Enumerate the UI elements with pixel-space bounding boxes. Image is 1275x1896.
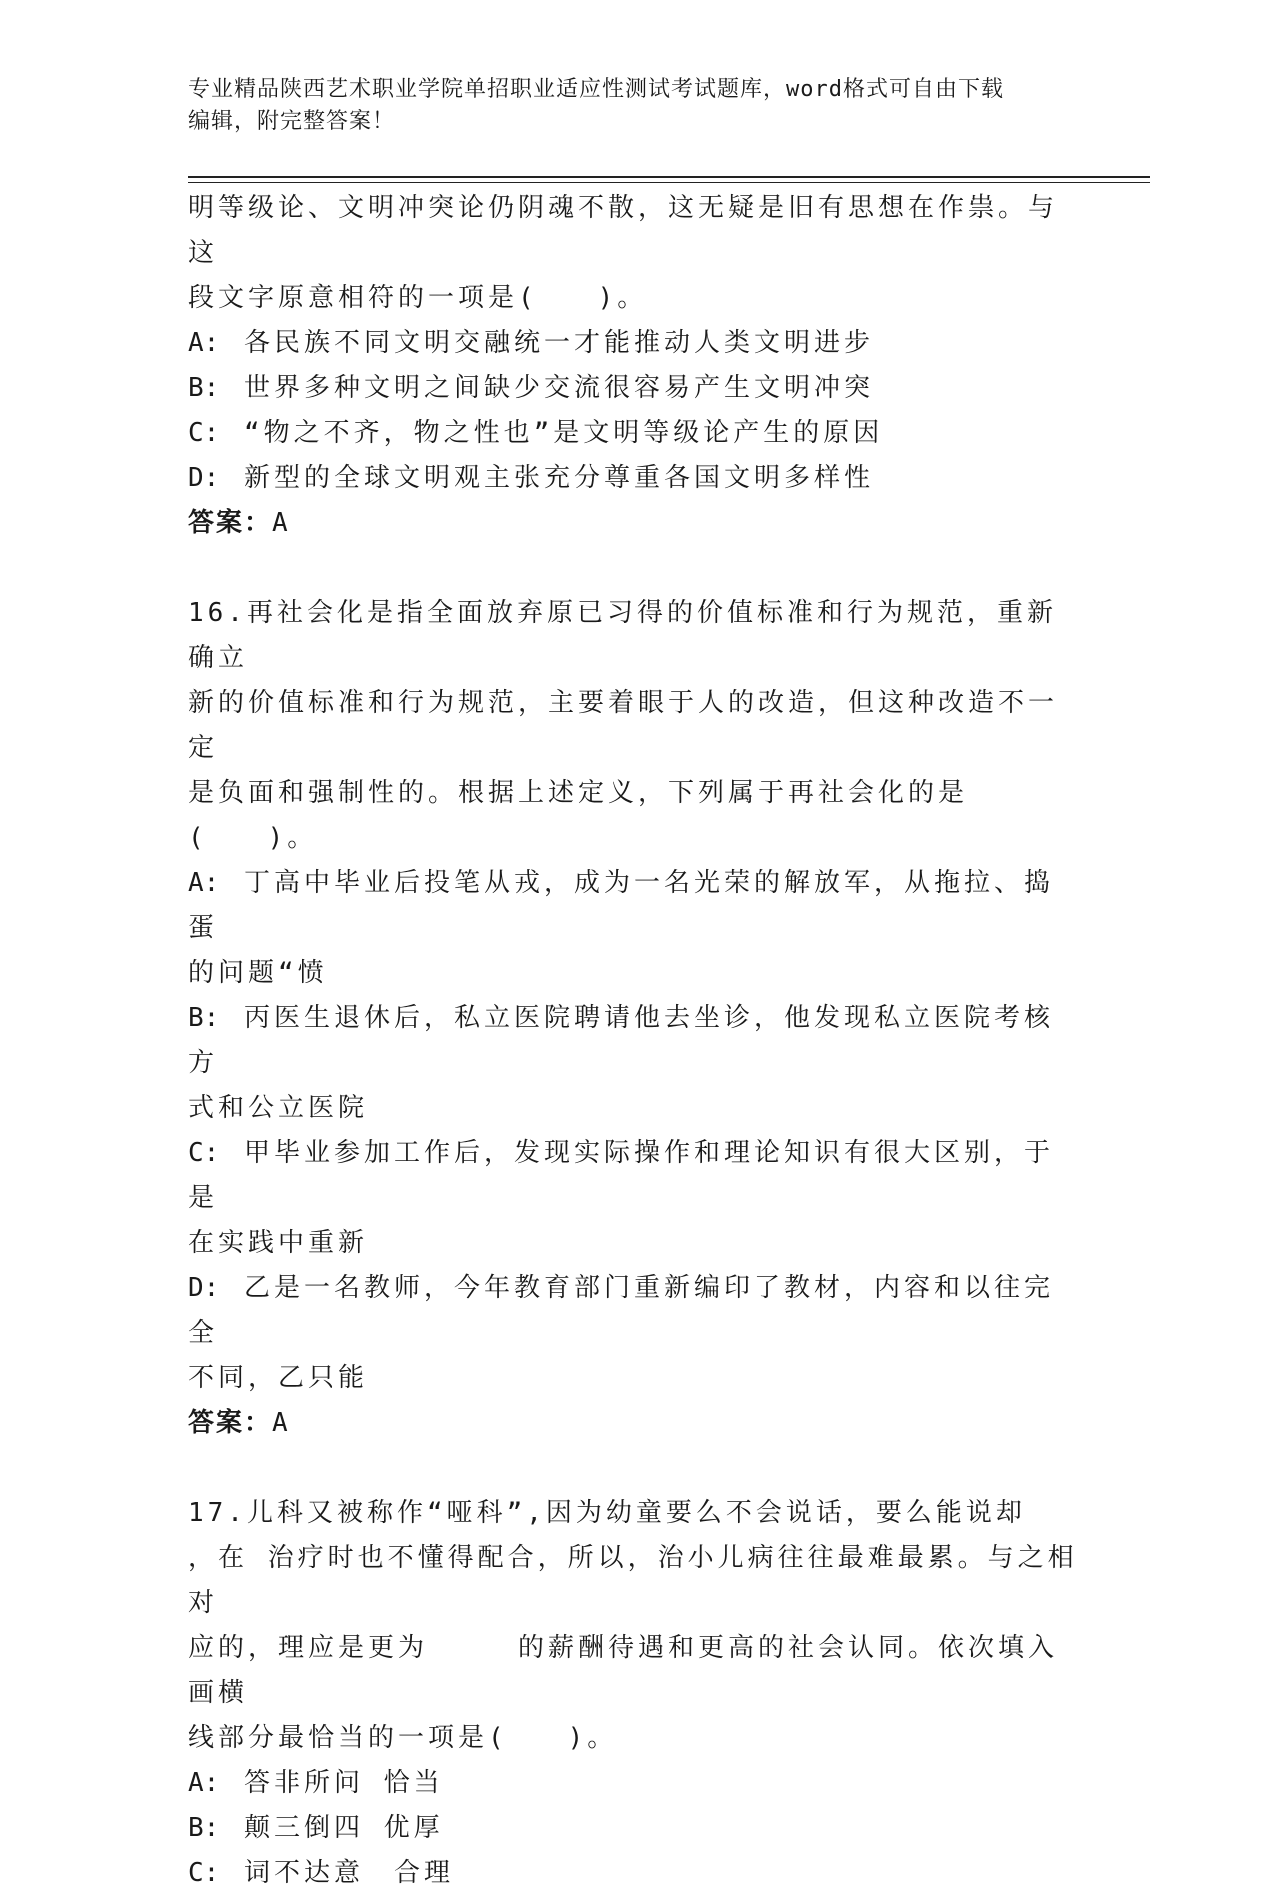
option-text: 颠三倒四 优厚 — [244, 1813, 444, 1843]
header-line-2: 编辑，附完整答案！ — [188, 109, 396, 134]
option-text: 各民族不同文明交融统一才能推动人类文明进步 — [244, 328, 875, 358]
option-text-continued: 的问题“愤 — [188, 958, 328, 988]
question-16-answer — [188, 1401, 1078, 1446]
question-17 — [188, 1491, 1078, 1896]
question-content — [188, 186, 1078, 1896]
spacer — [188, 1446, 1078, 1491]
option-key: C: — [188, 418, 220, 448]
option-text-continued: 在实践中重新 — [188, 1228, 369, 1258]
option-d — [188, 456, 1078, 501]
option-b — [188, 996, 1078, 1131]
option-key: B: — [188, 373, 220, 403]
answer-value: A — [272, 508, 290, 538]
option-b — [188, 366, 1078, 411]
option-text-continued: 不同，乙只能 — [188, 1363, 369, 1393]
option-text: 丁高中毕业后投笔从戎，成为一名光荣的解放军，从拖拉、捣蛋 — [188, 868, 1055, 943]
option-c — [188, 411, 1078, 456]
option-key: B: — [188, 1003, 220, 1033]
option-text: 答非所问 恰当 — [244, 1768, 444, 1798]
option-text: 词不达意 合理 — [244, 1858, 455, 1888]
option-text: 世界多种文明之间缺少交流很容易产生文明冲突 — [244, 373, 875, 403]
option-key: A: — [188, 868, 220, 898]
document-header — [188, 74, 1068, 138]
stem-line: 17.儿科又被称作“哑科”,因为幼童要么不会说话，要么能说却 — [188, 1498, 1026, 1528]
stem-line: 新的价值标准和行为规范，主要着眼于人的改造，但这种改造不一定 — [188, 688, 1059, 763]
question-15 — [188, 186, 1078, 546]
option-text: 丙医生退休后，私立医院聘请他去坐诊，他发现私立医院考核方 — [188, 1003, 1055, 1078]
question-15-answer — [188, 501, 1078, 546]
option-c — [188, 1131, 1078, 1266]
option-key: B: — [188, 1813, 220, 1843]
question-16-stem — [188, 591, 1078, 861]
option-key: C: — [188, 1858, 220, 1888]
option-text: 乙是一名教师，今年教育部门重新编印了教材，内容和以往完全 — [188, 1273, 1055, 1348]
question-16 — [188, 591, 1078, 1446]
option-text-continued: 式和公立医院 — [188, 1093, 369, 1123]
option-key: C: — [188, 1138, 220, 1168]
answer-value: A — [272, 1408, 290, 1438]
option-key: D: — [188, 463, 220, 493]
option-d — [188, 1266, 1078, 1401]
header-line-1: 专业精品陕西艺术职业学院单招职业适应性测试考试题库，word格式可自由下载 — [188, 77, 1004, 102]
header-divider-thin — [188, 182, 1150, 183]
option-text: 新型的全球文明观主张充分尊重各国文明多样性 — [244, 463, 875, 493]
header-divider-thick — [188, 176, 1150, 178]
option-text: “物之不齐，物之性也”是文明等级论产生的原因 — [244, 418, 884, 448]
option-a — [188, 321, 1078, 366]
option-key: A: — [188, 1768, 220, 1798]
spacer — [188, 546, 1078, 591]
stem-line: ，在 治疗时也不懂得配合，所以，治小儿病往往最难最累。与之相对 — [188, 1543, 1078, 1618]
answer-label: 答案： — [188, 1408, 273, 1438]
stem-line: 应的，理应是更为 的薪酬待遇和更高的社会认同。依次填入画横 — [188, 1633, 1059, 1708]
option-key: D: — [188, 1273, 220, 1303]
stem-line: 线部分最恰当的一项是( )。 — [188, 1723, 618, 1753]
question-15-stem — [188, 186, 1078, 321]
question-17-stem — [188, 1491, 1078, 1761]
stem-line: 段文字原意相符的一项是( )。 — [188, 283, 648, 313]
option-b — [188, 1806, 1078, 1851]
stem-line: 是负面和强制性的。根据上述定义，下列属于再社会化的是( )。 — [188, 778, 969, 853]
option-key: A: — [188, 328, 220, 358]
stem-line: 16.再社会化是指全面放弃原已习得的价值标准和行为规范，重新确立 — [188, 598, 1057, 673]
option-text: 甲毕业参加工作后，发现实际操作和理论知识有很大区别，于是 — [188, 1138, 1055, 1213]
option-c — [188, 1851, 1078, 1896]
option-a — [188, 861, 1078, 996]
stem-line: 明等级论、文明冲突论仍阴魂不散，这无疑是旧有思想在作祟。与这 — [188, 193, 1059, 268]
answer-label: 答案： — [188, 508, 273, 538]
option-a — [188, 1761, 1078, 1806]
